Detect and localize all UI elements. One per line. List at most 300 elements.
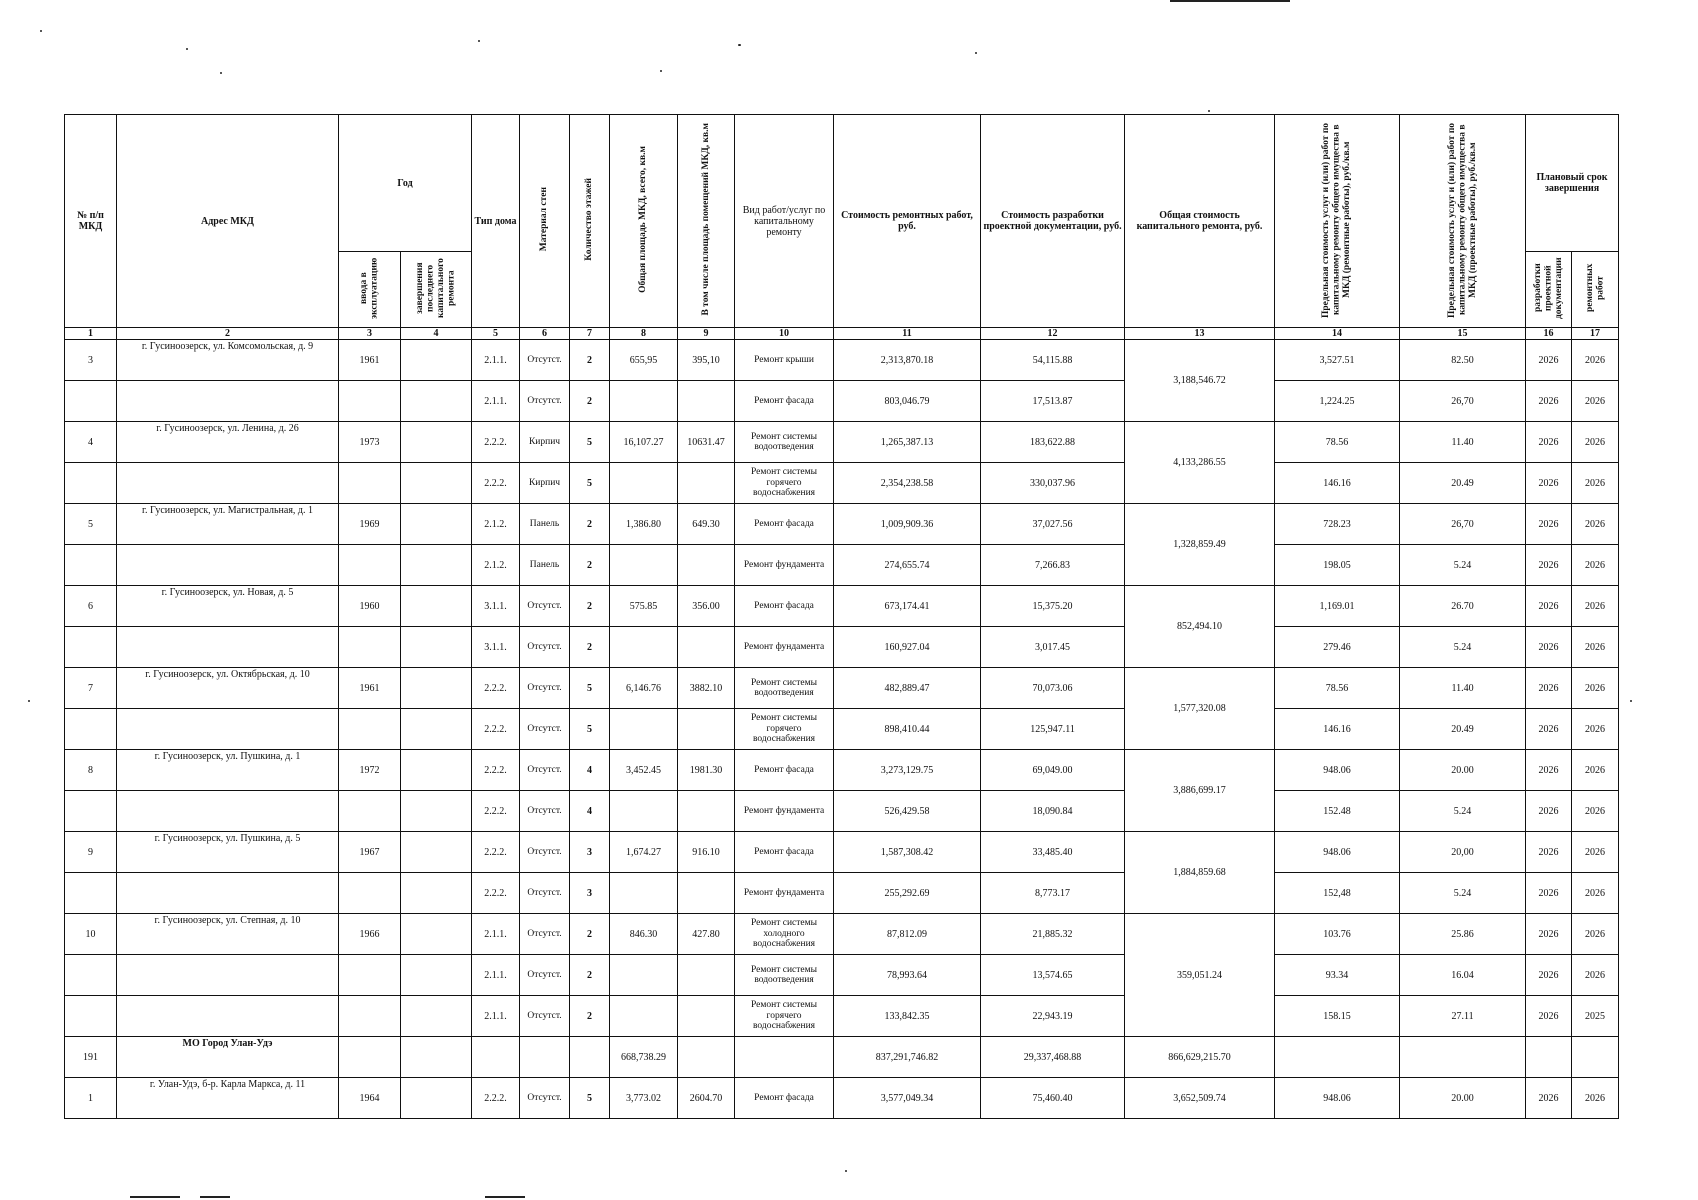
cell-ta: 1,674.27 (610, 832, 678, 873)
cell-fl: 2 (570, 627, 610, 668)
column-number: 14 (1275, 328, 1400, 340)
scan-speck (738, 44, 741, 46)
cell-ld: 26,70 (1400, 381, 1526, 422)
column-number: 11 (834, 328, 981, 340)
header-year-last-repair: завершения последнего капитального ремонта (401, 252, 472, 328)
cell-ld: 20.00 (1400, 1078, 1526, 1119)
table-row (65, 791, 1619, 832)
cell-ld: 5.24 (1400, 873, 1526, 914)
header-address: Адрес МКД (117, 115, 339, 328)
empty-cell (1526, 1037, 1572, 1078)
cell-ta (610, 381, 678, 422)
column-number: 13 (1125, 328, 1275, 340)
cell-tc: 866,629,215.70 (1125, 1037, 1275, 1078)
cell-dc: 125,947.11 (981, 709, 1125, 750)
cell-rc: 133,842.35 (834, 996, 981, 1037)
table-row (65, 996, 1619, 1037)
cell-pd: 2026 (1526, 955, 1572, 996)
cell-no: 1 (65, 1078, 117, 1119)
cell-tc: 4,133,286.55 (1125, 422, 1275, 504)
cell-y1: 1961 (339, 340, 401, 381)
header-house-type: Тип дома (472, 115, 520, 328)
header-repair-cost: Стоимость ремонтных работ, руб. (834, 115, 981, 328)
header-plan-repair: ремонтных работ (1572, 252, 1619, 328)
cell-pa (678, 791, 735, 832)
cell-no (65, 873, 117, 914)
cell-no: 7 (65, 668, 117, 709)
cell-fl: 2 (570, 914, 610, 955)
cell-work: Ремонт фундамента (735, 545, 834, 586)
cell-dc: 18,090.84 (981, 791, 1125, 832)
header-year-commission: ввода в эксплуатацию (339, 252, 401, 328)
cell-y1: 1960 (339, 586, 401, 627)
cell-lr: 78.56 (1275, 668, 1400, 709)
scan-mark (1170, 0, 1290, 2)
cell-pa: 649.30 (678, 504, 735, 545)
column-number: 2 (117, 328, 339, 340)
cell-work: Ремонт фундамента (735, 627, 834, 668)
cell-mat: Отсутст. (520, 914, 570, 955)
cell-mat: Отсутст. (520, 668, 570, 709)
cell-pr: 2026 (1572, 463, 1619, 504)
cell-ta: 3,452.45 (610, 750, 678, 791)
cell-y1 (339, 791, 401, 832)
cell-pr: 2026 (1572, 668, 1619, 709)
cell-no: 191 (65, 1037, 117, 1078)
column-number: 1 (65, 328, 117, 340)
cell-fl: 5 (570, 668, 610, 709)
cell-ta: 846.30 (610, 914, 678, 955)
cell-mat: Отсутст. (520, 750, 570, 791)
cell-ta (610, 709, 678, 750)
cell-ld: 82.50 (1400, 340, 1526, 381)
cell-pd: 2026 (1526, 873, 1572, 914)
cell-addr (117, 955, 339, 996)
cell-fl: 5 (570, 709, 610, 750)
cell-rc: 160,927.04 (834, 627, 981, 668)
cell-addr (117, 627, 339, 668)
cell-mat: Кирпич (520, 422, 570, 463)
cell-no: 4 (65, 422, 117, 463)
cell-no: 5 (65, 504, 117, 545)
scan-mark (200, 1196, 230, 1198)
cell-y1: 1966 (339, 914, 401, 955)
empty-cell (472, 1037, 520, 1078)
cell-lr: 948.06 (1275, 750, 1400, 791)
cell-fl: 5 (570, 463, 610, 504)
cell-work: Ремонт фундамента (735, 873, 834, 914)
cell-y2 (401, 586, 472, 627)
cell-dc: 17,513.87 (981, 381, 1125, 422)
cell-lr: 198.05 (1275, 545, 1400, 586)
cell-tc: 359,051.24 (1125, 914, 1275, 1037)
cell-y1: 1964 (339, 1078, 401, 1119)
cell-work: Ремонт фасада (735, 381, 834, 422)
cell-work: Ремонт системы водоотведения (735, 422, 834, 463)
cell-pd: 2026 (1526, 340, 1572, 381)
column-number: 4 (401, 328, 472, 340)
cell-pr: 2026 (1572, 750, 1619, 791)
header-total-area: Общая площадь МКД, всего, кв.м (610, 115, 678, 328)
cell-fl: 2 (570, 381, 610, 422)
table-row (65, 422, 1619, 463)
cell-pr: 2026 (1572, 586, 1619, 627)
column-number: 10 (735, 328, 834, 340)
cell-dc: 54,115.88 (981, 340, 1125, 381)
cell-ld: 20.49 (1400, 709, 1526, 750)
cell-ta (610, 627, 678, 668)
cell-pr: 2026 (1572, 709, 1619, 750)
cell-work: Ремонт фундамента (735, 791, 834, 832)
cell-ta: 16,107.27 (610, 422, 678, 463)
table-row (65, 1078, 1619, 1119)
cell-pa: 916.10 (678, 832, 735, 873)
scan-speck (845, 1170, 847, 1172)
cell-y1 (339, 545, 401, 586)
column-number: 12 (981, 328, 1125, 340)
cell-ta (610, 791, 678, 832)
cell-y1 (339, 873, 401, 914)
cell-addr (117, 996, 339, 1037)
cell-addr (117, 709, 339, 750)
header-premises-area: В том числе площадь помещений МКД, кв.м (678, 115, 735, 328)
cell-y1: 1973 (339, 422, 401, 463)
cell-pa: 356.00 (678, 586, 735, 627)
cell-work: Ремонт системы водоотведения (735, 955, 834, 996)
cell-work: Ремонт системы горячего водоснабжения (735, 463, 834, 504)
empty-cell (678, 1037, 735, 1078)
total-row (65, 1037, 1619, 1078)
cell-dc: 15,375.20 (981, 586, 1125, 627)
header-year: Год (339, 115, 472, 252)
cell-mat: Отсутст. (520, 627, 570, 668)
cell-ta: 655,95 (610, 340, 678, 381)
cell-work: Ремонт фасада (735, 1078, 834, 1119)
cell-lr: 3,527.51 (1275, 340, 1400, 381)
empty-cell (401, 1078, 472, 1119)
column-number: 17 (1572, 328, 1619, 340)
scan-mark (130, 1196, 180, 1198)
cell-type: 2.1.1. (472, 955, 520, 996)
cell-type: 2.2.2. (472, 709, 520, 750)
cell-pa (678, 709, 735, 750)
table-row (65, 832, 1619, 873)
cell-pd: 2026 (1526, 586, 1572, 627)
cell-y2 (401, 545, 472, 586)
cell-ta (610, 873, 678, 914)
cell-ld: 20,00 (1400, 832, 1526, 873)
cell-ta: 3,773.02 (610, 1078, 678, 1119)
cell-mat: Панель (520, 504, 570, 545)
cell-pr: 2026 (1572, 627, 1619, 668)
cell-rc: 673,174.41 (834, 586, 981, 627)
cell-pd: 2026 (1526, 791, 1572, 832)
cell-mat: Кирпич (520, 463, 570, 504)
cell-y1: 1969 (339, 504, 401, 545)
cell-no (65, 709, 117, 750)
cell-pa: 2604.70 (678, 1078, 735, 1119)
cell-fl: 2 (570, 955, 610, 996)
table-row (65, 340, 1619, 381)
cell-pd: 2026 (1526, 545, 1572, 586)
cell-rc: 898,410.44 (834, 709, 981, 750)
header-work-type: Вид работ/услуг по капитальному ремонту (735, 115, 834, 328)
cell-work: Ремонт фасада (735, 750, 834, 791)
cell-rc: 87,812.09 (834, 914, 981, 955)
cell-type: 2.2.2. (472, 463, 520, 504)
cell-tc: 852,494.10 (1125, 586, 1275, 668)
cell-addr (117, 873, 339, 914)
cell-type: 2.2.2. (472, 668, 520, 709)
cell-y2 (401, 504, 472, 545)
cell-fl: 2 (570, 586, 610, 627)
cell-dc: 21,885.32 (981, 914, 1125, 955)
table-row (65, 750, 1619, 791)
column-number: 8 (610, 328, 678, 340)
cell-pd: 2026 (1526, 832, 1572, 873)
scan-speck (186, 48, 188, 50)
cell-fl: 2 (570, 504, 610, 545)
cell-rc: 2,354,238.58 (834, 463, 981, 504)
cell-mat: Отсутст. (520, 340, 570, 381)
cell-ld: 26,70 (1400, 504, 1526, 545)
scan-speck (220, 72, 222, 74)
cell-work: Ремонт фасада (735, 832, 834, 873)
table-row (65, 709, 1619, 750)
cell-rc: 2,313,870.18 (834, 340, 981, 381)
scan-speck (1630, 700, 1632, 702)
cell-pd: 2026 (1526, 996, 1572, 1037)
cell-rc: 1,587,308.42 (834, 832, 981, 873)
cell-y2 (401, 668, 472, 709)
cell-pd: 2026 (1526, 668, 1572, 709)
cell-pr: 2026 (1572, 914, 1619, 955)
cell-no: 9 (65, 832, 117, 873)
cell-addr: г. Гусиноозерск, ул. Магистральная, д. 1 (117, 504, 339, 545)
cell-ta: 1,386.80 (610, 504, 678, 545)
cell-dc: 8,773.17 (981, 873, 1125, 914)
cell-no: 6 (65, 586, 117, 627)
scan-mark (485, 1196, 525, 1198)
cell-lr: 1,169.01 (1275, 586, 1400, 627)
cell-lr: 152.48 (1275, 791, 1400, 832)
scan-speck (478, 40, 480, 42)
empty-cell (735, 1037, 834, 1078)
cell-y2 (401, 422, 472, 463)
cell-rc: 482,889.47 (834, 668, 981, 709)
cell-addr: г. Гусиноозерск, ул. Ленина, д. 26 (117, 422, 339, 463)
cell-y2 (401, 340, 472, 381)
cell-type: 2.1.1. (472, 996, 520, 1037)
cell-dc: 330,037.96 (981, 463, 1125, 504)
header-design-cost: Стоимость разработки проектной документации, руб. (981, 115, 1125, 328)
cell-mat: Отсутст. (520, 873, 570, 914)
cell-lr: 279.46 (1275, 627, 1400, 668)
cell-pa: 1981.30 (678, 750, 735, 791)
empty-cell (520, 1037, 570, 1078)
cell-y1: 1967 (339, 832, 401, 873)
scan-speck (975, 52, 977, 54)
cell-y2 (401, 914, 472, 955)
cell-pr: 2026 (1572, 791, 1619, 832)
cell-pa (678, 463, 735, 504)
cell-fl: 2 (570, 996, 610, 1037)
column-number: 15 (1400, 328, 1526, 340)
cell-pr: 2026 (1572, 340, 1619, 381)
cell-work: Ремонт системы холодного водоснабжения (735, 914, 834, 955)
cell-pr: 2026 (1572, 381, 1619, 422)
cell-no (65, 791, 117, 832)
cell-y1 (339, 627, 401, 668)
header-limit-repair: Предельная стоимость услуг и (или) работ по капитальному ремонту общего имущества в МКД (ремонтные работы), руб./кв.м (1275, 115, 1400, 328)
cell-y2 (401, 750, 472, 791)
cell-type: 2.2.2. (472, 422, 520, 463)
cell-pr: 2026 (1572, 832, 1619, 873)
cell-work: Ремонт крыши (735, 340, 834, 381)
cell-pa: 427.80 (678, 914, 735, 955)
cell-tc: 3,188,546.72 (1125, 340, 1275, 422)
table-row (65, 586, 1619, 627)
cell-y2 (401, 873, 472, 914)
cell-mat: Отсутст. (520, 586, 570, 627)
cell-type: 2.1.1. (472, 381, 520, 422)
cell-pr: 2026 (1572, 422, 1619, 463)
cell-type: 2.1.2. (472, 504, 520, 545)
column-number: 5 (472, 328, 520, 340)
cell-dc: 22,943.19 (981, 996, 1125, 1037)
cell-work: Ремонт системы водоотведения (735, 668, 834, 709)
cell-fl: 5 (570, 422, 610, 463)
cell-dc: 37,027.56 (981, 504, 1125, 545)
cell-pa: 395,10 (678, 340, 735, 381)
cell-ta: 575.85 (610, 586, 678, 627)
cell-ld: 5.24 (1400, 545, 1526, 586)
cell-mat: Отсутст. (520, 832, 570, 873)
cell-mat: Отсутст. (520, 1078, 570, 1119)
cell-tc: 3,886,699.17 (1125, 750, 1275, 832)
empty-cell (1275, 1037, 1400, 1078)
cell-fl: 4 (570, 750, 610, 791)
cell-mat: Отсутст. (520, 955, 570, 996)
cell-pr: 2026 (1572, 1078, 1619, 1119)
cell-ld: 11.40 (1400, 668, 1526, 709)
header-limit-design: Предельная стоимость услуг и (или) работ по капитальному ремонту общего имущества в МКД (проектные работы), руб./кв.м (1400, 115, 1526, 328)
cell-tc: 1,577,320.08 (1125, 668, 1275, 750)
cell-ld: 20.49 (1400, 463, 1526, 504)
table-row (65, 504, 1619, 545)
cell-lr: 948.06 (1275, 832, 1400, 873)
cell-ld: 26.70 (1400, 586, 1526, 627)
empty-cell (1572, 1037, 1619, 1078)
cell-ta: 6,146.76 (610, 668, 678, 709)
table-row (65, 914, 1619, 955)
cell-type: 2.2.2. (472, 791, 520, 832)
scan-speck (40, 30, 42, 32)
cell-y2 (401, 627, 472, 668)
cell-rc: 274,655.74 (834, 545, 981, 586)
cell-pd: 2026 (1526, 381, 1572, 422)
cell-fl: 2 (570, 545, 610, 586)
scan-speck (1208, 110, 1210, 112)
column-number: 9 (678, 328, 735, 340)
header-total-cost: Общая стоимость капитального ремонта, руб. (1125, 115, 1275, 328)
column-number: 7 (570, 328, 610, 340)
table-row (65, 627, 1619, 668)
cell-type: 3.1.1. (472, 627, 520, 668)
cell-no: 3 (65, 340, 117, 381)
column-number: 3 (339, 328, 401, 340)
empty-cell (401, 1037, 472, 1078)
cell-lr: 146.16 (1275, 709, 1400, 750)
table-row (65, 381, 1619, 422)
cell-no (65, 955, 117, 996)
header-plan-design: разработки проектной документации (1526, 252, 1572, 328)
cell-rc: 837,291,746.82 (834, 1037, 981, 1078)
cell-no (65, 996, 117, 1037)
scan-speck (660, 70, 662, 72)
cell-work: Ремонт фасада (735, 586, 834, 627)
cell-ta (610, 545, 678, 586)
cell-dc: 13,574.65 (981, 955, 1125, 996)
cell-dc: 70,073.06 (981, 668, 1125, 709)
cell-rc: 526,429.58 (834, 791, 981, 832)
cell-pr: 2025 (1572, 996, 1619, 1037)
cell-pd: 2026 (1526, 750, 1572, 791)
cell-no: 10 (65, 914, 117, 955)
cell-pd: 2026 (1526, 463, 1572, 504)
cell-addr: г. Гусиноозерск, ул. Степная, д. 10 (117, 914, 339, 955)
cell-pa: 10631.47 (678, 422, 735, 463)
cell-rc: 1,265,387.13 (834, 422, 981, 463)
cell-no (65, 545, 117, 586)
cell-lr: 158.15 (1275, 996, 1400, 1037)
cell-lr: 103.76 (1275, 914, 1400, 955)
cell-pa (678, 955, 735, 996)
cell-rc: 3,577,049.34 (834, 1078, 981, 1119)
cell-ta (610, 996, 678, 1037)
cell-pr: 2026 (1572, 504, 1619, 545)
cell-mat: Отсутст. (520, 791, 570, 832)
cell-rc: 3,273,129.75 (834, 750, 981, 791)
cell-addr: г. Гусиноозерск, ул. Комсомольская, д. 9 (117, 340, 339, 381)
cell-y2 (401, 709, 472, 750)
cell-pa (678, 627, 735, 668)
cell-lr: 1,224.25 (1275, 381, 1400, 422)
cell-y2 (401, 955, 472, 996)
cell-y1 (339, 463, 401, 504)
cell-pd: 2026 (1526, 422, 1572, 463)
cell-addr (117, 791, 339, 832)
cell-fl: 5 (570, 1078, 610, 1119)
cell-mat: Отсутст. (520, 381, 570, 422)
cell-pa: 3882.10 (678, 668, 735, 709)
cell-mat: Отсутст. (520, 709, 570, 750)
cell-fl: 2 (570, 340, 610, 381)
cell-y1 (339, 381, 401, 422)
repair-program-table (64, 114, 1619, 1119)
cell-addr: г. Гусиноозерск, ул. Пушкина, д. 1 (117, 750, 339, 791)
cell-pr: 2026 (1572, 873, 1619, 914)
cell-ta (610, 463, 678, 504)
cell-ld: 5.24 (1400, 791, 1526, 832)
cell-dc: 69,049.00 (981, 750, 1125, 791)
cell-y1: 1961 (339, 668, 401, 709)
cell-dc: 3,017.45 (981, 627, 1125, 668)
cell-y2 (401, 791, 472, 832)
cell-lr: 146.16 (1275, 463, 1400, 504)
cell-no: 8 (65, 750, 117, 791)
cell-lr: 152,48 (1275, 873, 1400, 914)
